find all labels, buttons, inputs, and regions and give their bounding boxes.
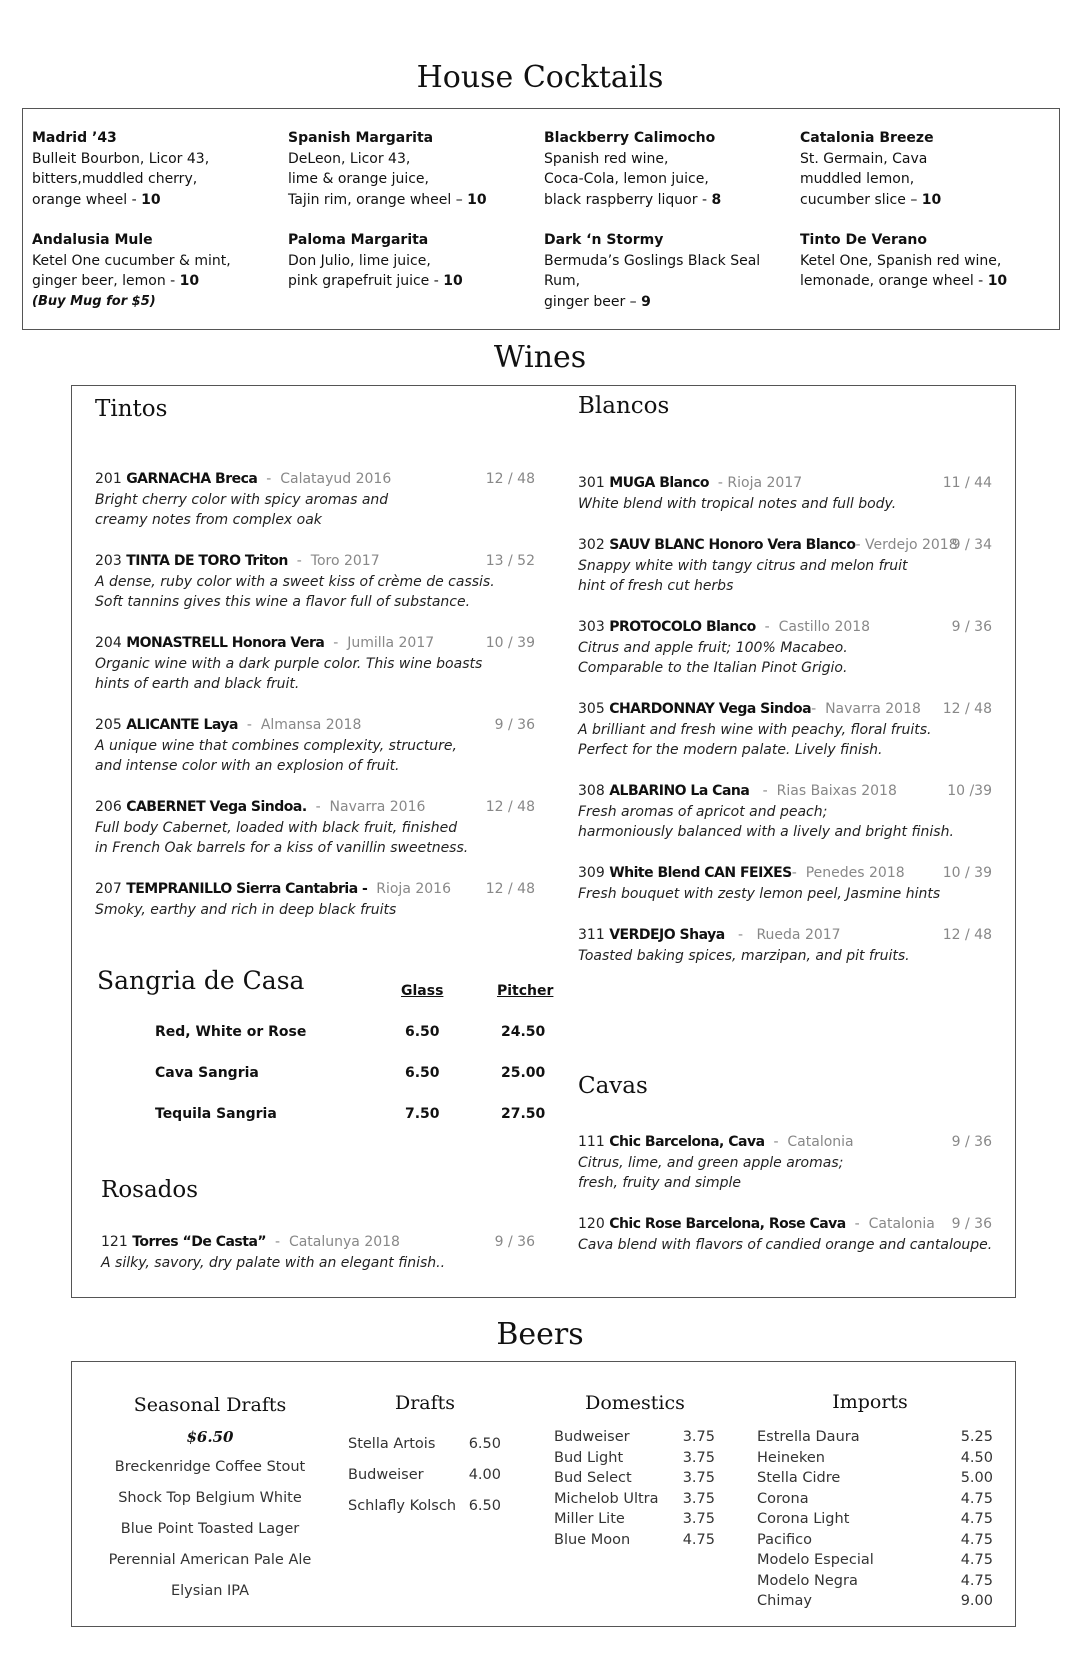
- wine-item: [95, 469, 535, 531]
- wine-header: [95, 551, 535, 572]
- wine-header: [95, 879, 535, 900]
- wine-name: MUGA Blanco: [609, 475, 709, 491]
- wine-separator: -: [324, 635, 348, 651]
- imports-item: [757, 1532, 993, 1548]
- cocktail-garnish: black raspberry liquor -: [544, 191, 712, 208]
- cocktail-name: Blackberry Calimocho: [544, 130, 716, 146]
- wine-price: 11 / 44: [942, 475, 992, 491]
- wine-name: VERDEJO Shaya: [609, 927, 725, 943]
- wines-title: Wines: [493, 340, 587, 375]
- cocktail-price: 8: [711, 191, 722, 208]
- beer-name: Budweiser: [554, 1429, 630, 1445]
- cocktail-last-line: [800, 271, 1045, 292]
- beer-price: 6.50: [468, 1436, 501, 1452]
- wine-description: creamy notes from complex oak: [95, 512, 322, 528]
- cocktail-garnish: ginger beer –: [544, 293, 642, 310]
- wine-header: [578, 1132, 992, 1153]
- wine-separator: -: [287, 553, 311, 569]
- sangria-glass-price: 7.50: [405, 1106, 440, 1122]
- beers-title: Beers: [496, 1317, 584, 1352]
- wine-name: CHARDONNAY Vega Sindoa: [609, 701, 812, 717]
- wine-item: [578, 863, 992, 904]
- drafts-heading: Drafts: [394, 1392, 456, 1414]
- cocktail-name: Tinto De Verano: [800, 232, 927, 248]
- sangria-pitcher-price: 24.50: [501, 1024, 546, 1040]
- cocktail-last-line: [288, 190, 533, 211]
- wine-region: Rioja 2016: [376, 881, 451, 897]
- beer-name: Modelo Especial: [757, 1552, 874, 1568]
- cocktail-ingredients: Coca-Cola, lemon juice,: [544, 171, 709, 187]
- cocktail-name: Paloma Margarita: [288, 232, 429, 248]
- wine-header: [578, 781, 992, 802]
- wine-number: 204: [95, 635, 122, 651]
- wine-price: 12 / 48: [942, 701, 992, 717]
- imports-item: [757, 1491, 993, 1507]
- wine-item: [578, 699, 992, 761]
- wine-name: ALBARINO La Cana: [609, 783, 750, 799]
- sangria-heading: Sangria de Casa: [97, 966, 305, 995]
- cocktail-ingredients: Spanish red wine,: [544, 150, 669, 167]
- wine-description: Comparable to the Italian Pinot Grigio.: [578, 660, 848, 676]
- cocktail-last-line: [32, 190, 277, 211]
- beer-name: Corona: [757, 1490, 809, 1507]
- wine-header: [578, 535, 992, 556]
- wine-header: [95, 469, 535, 490]
- seasonal-draft-item: Elysian IPA: [170, 1583, 250, 1599]
- wine-name: White Blend CAN FEIXES: [609, 865, 792, 881]
- wine-price: 9 / 36: [494, 717, 535, 733]
- beer-name: Heineken: [757, 1449, 825, 1466]
- cocktail-garnish: Tajin rim, orange wheel –: [288, 191, 468, 208]
- beer-price: 3.75: [682, 1511, 715, 1527]
- wine-separator: -: [764, 1134, 788, 1150]
- sangria-glass-price: 6.50: [405, 1024, 440, 1040]
- wine-header: [578, 473, 992, 494]
- beer-price: 3.75: [682, 1449, 715, 1466]
- wine-price: 12 / 48: [485, 471, 535, 487]
- beer-name: Blue Moon: [554, 1531, 631, 1548]
- wine-price: 12 / 48: [485, 799, 535, 815]
- wine-region: Navarra 2016: [329, 799, 426, 815]
- wine-number: 309: [578, 865, 605, 881]
- wine-description: Citrus and apple fruit; 100% Macabeo.: [578, 639, 848, 656]
- cocktail-last-line: [288, 271, 533, 292]
- imports-item: [757, 1593, 993, 1609]
- wine-region: Rioja 2017: [727, 475, 803, 491]
- wine-name: TINTA DE TORO Triton: [126, 553, 288, 569]
- wine-header: [578, 925, 992, 946]
- wine-description: hints of earth and black fruit.: [95, 676, 300, 692]
- cocktail-ingredients: Bulleit Bourbon, Licor 43,: [32, 150, 210, 167]
- beer-name: Modelo Negra: [757, 1572, 858, 1589]
- wine-description: A silky, savory, dry palate with an elegant finish..: [101, 1254, 446, 1271]
- wine-name: Torres “De Casta”: [132, 1234, 267, 1250]
- imports-item: [757, 1429, 993, 1445]
- beer-name: Pacifico: [757, 1531, 812, 1548]
- wine-header: [95, 797, 535, 818]
- wine-description: Bright cherry color with spicy aromas and: [95, 491, 389, 508]
- wine-name: TEMPRANILLO Sierra Cantabria -: [126, 881, 368, 897]
- sangria-pitcher-header: Pitcher: [497, 983, 554, 999]
- wine-number: 203: [95, 553, 122, 569]
- cocktail-garnish: cucumber slice –: [800, 191, 922, 208]
- wine-number: 305: [578, 701, 605, 717]
- beer-price: 4.75: [960, 1572, 993, 1589]
- cocktail-item: [544, 230, 789, 312]
- wine-description: Smoky, earthy and rich in deep black fruits: [95, 901, 397, 918]
- wine-description: Citrus, lime, and green apple aromas;: [578, 1154, 844, 1171]
- wine-description: Full body Cabernet, loaded with black fruit, finished: [95, 819, 458, 836]
- wine-separator: -: [306, 799, 330, 815]
- wine-description: Snappy white with tangy citrus and melon fruit: [578, 557, 908, 574]
- wine-region: Verdejo 2018: [864, 537, 958, 553]
- wine-name: MONASTRELL Honora Vera: [126, 635, 325, 651]
- cocktail-price: 10: [467, 191, 487, 208]
- wine-description: White blend with tropical notes and full body.: [578, 495, 897, 512]
- wine-description: Soft tannins gives this wine a flavor full of substance.: [95, 594, 471, 610]
- wine-region: Toro 2017: [310, 553, 380, 569]
- cocktail-item: [288, 230, 533, 292]
- wine-description: Fresh bouquet with zesty lemon peel, Jasmine hints: [578, 885, 941, 902]
- wine-region: Rueda 2017: [756, 927, 841, 943]
- cocktail-ingredients: St. Germain, Cava: [800, 150, 928, 167]
- wine-header: [101, 1232, 535, 1253]
- wine-separator: -: [791, 865, 806, 881]
- beer-name: Schlafly Kolsch: [348, 1498, 457, 1514]
- cocktail-price: 10: [141, 191, 161, 208]
- imports-item: [757, 1552, 993, 1568]
- beer-price: 6.50: [468, 1498, 501, 1514]
- domestics-heading: Domestics: [585, 1392, 685, 1414]
- sangria-pitcher-price: 25.00: [501, 1065, 546, 1081]
- drafts-item: [348, 1498, 501, 1514]
- cocktail-last-line: [544, 292, 789, 313]
- beer-name: Michelob Ultra: [554, 1490, 659, 1507]
- wine-description: fresh, fruity and simple: [578, 1175, 742, 1191]
- imports-item: [757, 1470, 993, 1486]
- wine-separator: -: [257, 471, 281, 487]
- cocktail-name: Catalonia Breeze: [800, 130, 934, 146]
- beer-price: 3.75: [682, 1470, 715, 1486]
- wine-number: 311: [578, 927, 605, 943]
- seasonal-draft-item: Breckenridge Coffee Stout: [114, 1459, 306, 1475]
- wine-description: in French Oak barrels for a kiss of vanillin sweetness.: [95, 840, 469, 856]
- sangria-glass-price: 6.50: [405, 1065, 440, 1081]
- beer-price: 4.00: [468, 1467, 501, 1483]
- cocktail-ingredients: Ketel One cucumber & mint,: [32, 252, 231, 269]
- wine-number: 120: [578, 1216, 605, 1232]
- wine-region: Navarra 2018: [825, 701, 921, 717]
- cocktail-item: [32, 230, 277, 312]
- cocktail-price: 10: [987, 273, 1008, 289]
- wine-description: A brilliant and fresh wine with peachy, floral fruits.: [578, 721, 932, 738]
- wine-separator: -: [237, 717, 261, 733]
- cocktail-price: 10: [443, 273, 463, 289]
- wine-item: [95, 715, 535, 777]
- domestics-item: [554, 1429, 715, 1445]
- domestics-item: [554, 1491, 715, 1507]
- wine-item: [95, 633, 535, 695]
- house-cocktails-title: House Cocktails: [416, 60, 664, 95]
- wine-header: [95, 633, 535, 654]
- cocktail-item: [544, 128, 789, 210]
- domestics-item: [554, 1470, 715, 1486]
- sangria-name: Cava Sangria: [155, 1065, 259, 1081]
- wine-separator: -: [266, 1234, 289, 1250]
- beer-name: Budweiser: [348, 1467, 424, 1483]
- wine-separator: [367, 881, 376, 897]
- beer-price: 3.75: [682, 1490, 715, 1507]
- wine-description: Toasted baking spices, marzipan, and pit fruits.: [578, 947, 910, 964]
- drafts-item: [348, 1467, 501, 1483]
- beer-name: Stella Artois: [348, 1436, 436, 1452]
- wine-region: Catalonia: [787, 1134, 854, 1150]
- cocktail-ingredients: lime & orange juice,: [288, 171, 429, 187]
- wine-description: A dense, ruby color with a sweet kiss of crème de cassis.: [95, 573, 495, 590]
- sangria-name: Red, White or Rose: [155, 1024, 307, 1040]
- beer-name: Bud Light: [554, 1449, 624, 1466]
- wine-region: Penedes 2018: [805, 865, 905, 881]
- wine-separator: -: [855, 537, 865, 553]
- wine-region: Catalonia: [868, 1216, 935, 1232]
- wine-name: Chic Rose Barcelona, Rose Cava: [609, 1216, 846, 1232]
- wine-separator: -: [845, 1216, 869, 1232]
- seasonal-drafts-price: $6.50: [186, 1428, 234, 1446]
- cocktail-name: Andalusia Mule: [32, 232, 153, 248]
- cocktail-item: [288, 128, 533, 210]
- imports-heading: Imports: [832, 1391, 908, 1413]
- wine-description: harmoniously balanced with a lively and bright finish.: [578, 824, 954, 840]
- wine-header: [578, 699, 992, 720]
- wine-separator: -: [709, 475, 728, 491]
- wine-price: 9 / 34: [951, 537, 992, 553]
- imports-item: [757, 1511, 993, 1527]
- cocktail-last-line: [32, 271, 277, 292]
- wine-description: Organic wine with a dark purple color. This wine boasts: [95, 655, 483, 672]
- cocktail-name: Dark ‘n Stormy: [544, 232, 664, 248]
- seasonal-draft-item: Blue Point Toasted Lager: [120, 1521, 300, 1537]
- wine-name: Chic Barcelona, Cava: [609, 1134, 765, 1150]
- cocktail-ingredients: bitters,muddled cherry,: [32, 171, 198, 187]
- wine-separator: -: [724, 927, 757, 943]
- wine-item: [578, 1132, 992, 1194]
- cocktail-price: 9: [641, 293, 651, 310]
- wine-item: [578, 1214, 992, 1255]
- wine-item: [578, 473, 992, 514]
- wine-price: 9 / 36: [951, 619, 992, 635]
- imports-item: [757, 1450, 993, 1466]
- beer-price: 3.75: [682, 1429, 715, 1445]
- wine-description: Cava blend with flavors of candied orange and cantaloupe.: [578, 1236, 993, 1253]
- wine-number: 111: [578, 1134, 605, 1150]
- cocktail-price: 10: [921, 191, 942, 208]
- wine-price: 10 / 39: [485, 635, 535, 651]
- wine-price: 13 / 52: [485, 553, 535, 569]
- sangria-glass-header: Glass: [401, 983, 444, 999]
- cocktail-item: [800, 230, 1045, 292]
- wine-item: [95, 797, 535, 859]
- cocktail-last-line: [800, 190, 1045, 211]
- wine-description: Perfect for the modern palate. Lively finish.: [578, 742, 883, 758]
- wine-name: ALICANTE Laya: [126, 717, 238, 733]
- wine-item: [95, 879, 535, 920]
- cocktail-garnish: orange wheel -: [32, 191, 142, 208]
- tintos-heading: Tintos: [95, 396, 168, 422]
- wine-header: [95, 715, 535, 736]
- wine-item: [578, 535, 992, 597]
- wine-price: 12 / 48: [942, 927, 992, 943]
- wine-description: Fresh aromas of apricot and peach;: [578, 803, 828, 820]
- wine-region: Calatayud 2016: [280, 471, 392, 487]
- wine-header: [578, 617, 992, 638]
- wine-number: 303: [578, 619, 605, 635]
- wine-region: Rias Baixas 2018: [776, 783, 897, 799]
- cocktail-ingredients: DeLeon, Licor 43,: [288, 150, 411, 167]
- beer-name: Stella Cidre: [757, 1470, 841, 1486]
- wine-name: SAUV BLANC Honoro Vera Blanco: [609, 537, 856, 553]
- wine-region: Catalunya 2018: [288, 1234, 400, 1250]
- beer-price: 4.75: [960, 1490, 993, 1507]
- beer-price: 4.75: [960, 1511, 993, 1527]
- beer-price: 4.75: [682, 1531, 715, 1548]
- beer-price: 5.25: [960, 1429, 993, 1445]
- wine-price: 9 / 36: [951, 1134, 992, 1150]
- wine-description: hint of fresh cut herbs: [578, 578, 734, 594]
- wine-region: Castillo 2018: [778, 619, 871, 635]
- wine-number: 301: [578, 475, 605, 491]
- seasonal-draft-item: Perennial American Pale Ale: [108, 1552, 312, 1568]
- wine-name: PROTOCOLO Blanco: [609, 619, 756, 635]
- beer-price: 4.50: [960, 1449, 993, 1466]
- cocktail-note: (Buy Mug for $5): [32, 293, 156, 309]
- cocktail-price: 10: [179, 273, 200, 289]
- domestics-item: [554, 1532, 715, 1548]
- wine-item: [95, 551, 535, 613]
- rosados-heading: Rosados: [101, 1177, 199, 1203]
- beer-name: Chimay: [757, 1593, 812, 1609]
- wine-header: [578, 1214, 992, 1235]
- wine-header: [578, 863, 992, 884]
- wine-item: [578, 781, 992, 843]
- domestics-item: [554, 1450, 715, 1466]
- beer-name: Bud Select: [554, 1470, 632, 1486]
- wine-price: 9 / 36: [951, 1216, 992, 1232]
- wine-item: [578, 925, 992, 966]
- cocktail-ingredients: Bermuda’s Goslings Black Seal Rum,: [544, 252, 761, 289]
- wine-name: GARNACHA Breca: [126, 471, 258, 487]
- wine-number: 302: [578, 537, 605, 553]
- wine-separator: -: [811, 701, 826, 717]
- wine-separator: -: [749, 783, 777, 799]
- cavas-heading: Cavas: [578, 1073, 648, 1099]
- wine-price: 10 /39: [947, 783, 992, 799]
- wine-number: 206: [95, 799, 122, 815]
- wine-name: CABERNET Vega Sindoa.: [126, 799, 307, 815]
- seasonal-draft-item: Shock Top Belgium White: [118, 1490, 302, 1506]
- wine-item: [101, 1232, 535, 1273]
- cocktail-name: Spanish Margarita: [288, 130, 434, 146]
- wine-description: A unique wine that combines complexity, structure,: [95, 737, 457, 754]
- domestics-item: [554, 1511, 715, 1527]
- wine-price: 10 / 39: [942, 865, 992, 881]
- cocktail-garnish: pink grapefruit juice -: [288, 273, 444, 289]
- beer-name: Corona Light: [757, 1511, 850, 1527]
- beer-name: Miller Lite: [554, 1511, 625, 1527]
- wine-region: Almansa 2018: [260, 717, 362, 733]
- wine-price: 12 / 48: [485, 881, 535, 897]
- cocktail-item: [32, 128, 277, 210]
- beer-price: 5.00: [960, 1470, 993, 1486]
- beer-price: 9.00: [960, 1593, 993, 1609]
- beer-price: 4.75: [960, 1552, 993, 1568]
- blancos-heading: Blancos: [578, 393, 670, 419]
- seasonal-drafts-heading: Seasonal Drafts: [133, 1394, 287, 1416]
- wine-number: 121: [101, 1234, 128, 1250]
- cocktail-ingredients: Ketel One, Spanish red wine,: [800, 252, 1002, 269]
- wine-item: [578, 617, 992, 679]
- cocktail-ingredients: Don Julio, lime juice,: [288, 252, 431, 269]
- imports-item: [757, 1573, 993, 1589]
- cocktail-name: Madrid ’43: [32, 130, 117, 146]
- cocktail-garnish: lemonade, orange wheel -: [800, 273, 988, 289]
- wine-region: Jumilla 2017: [347, 635, 435, 651]
- wine-price: 9 / 36: [494, 1234, 535, 1250]
- wine-number: 201: [95, 471, 122, 487]
- wine-number: 207: [95, 881, 122, 897]
- sangria-name: Tequila Sangria: [155, 1106, 277, 1122]
- cocktail-last-line: [544, 190, 789, 211]
- drafts-item: [348, 1436, 501, 1452]
- wine-separator: -: [755, 619, 779, 635]
- wine-description: and intense color with an explosion of fruit.: [95, 758, 400, 774]
- cocktail-ingredients: muddled lemon,: [800, 171, 915, 187]
- cocktail-item: [800, 128, 1045, 210]
- beer-price: 4.75: [960, 1531, 993, 1548]
- wine-number: 308: [578, 783, 605, 799]
- beer-name: Estrella Daura: [757, 1429, 860, 1445]
- wine-number: 205: [95, 717, 122, 733]
- sangria-pitcher-price: 27.50: [501, 1106, 546, 1122]
- cocktail-garnish: ginger beer, lemon -: [32, 273, 180, 289]
